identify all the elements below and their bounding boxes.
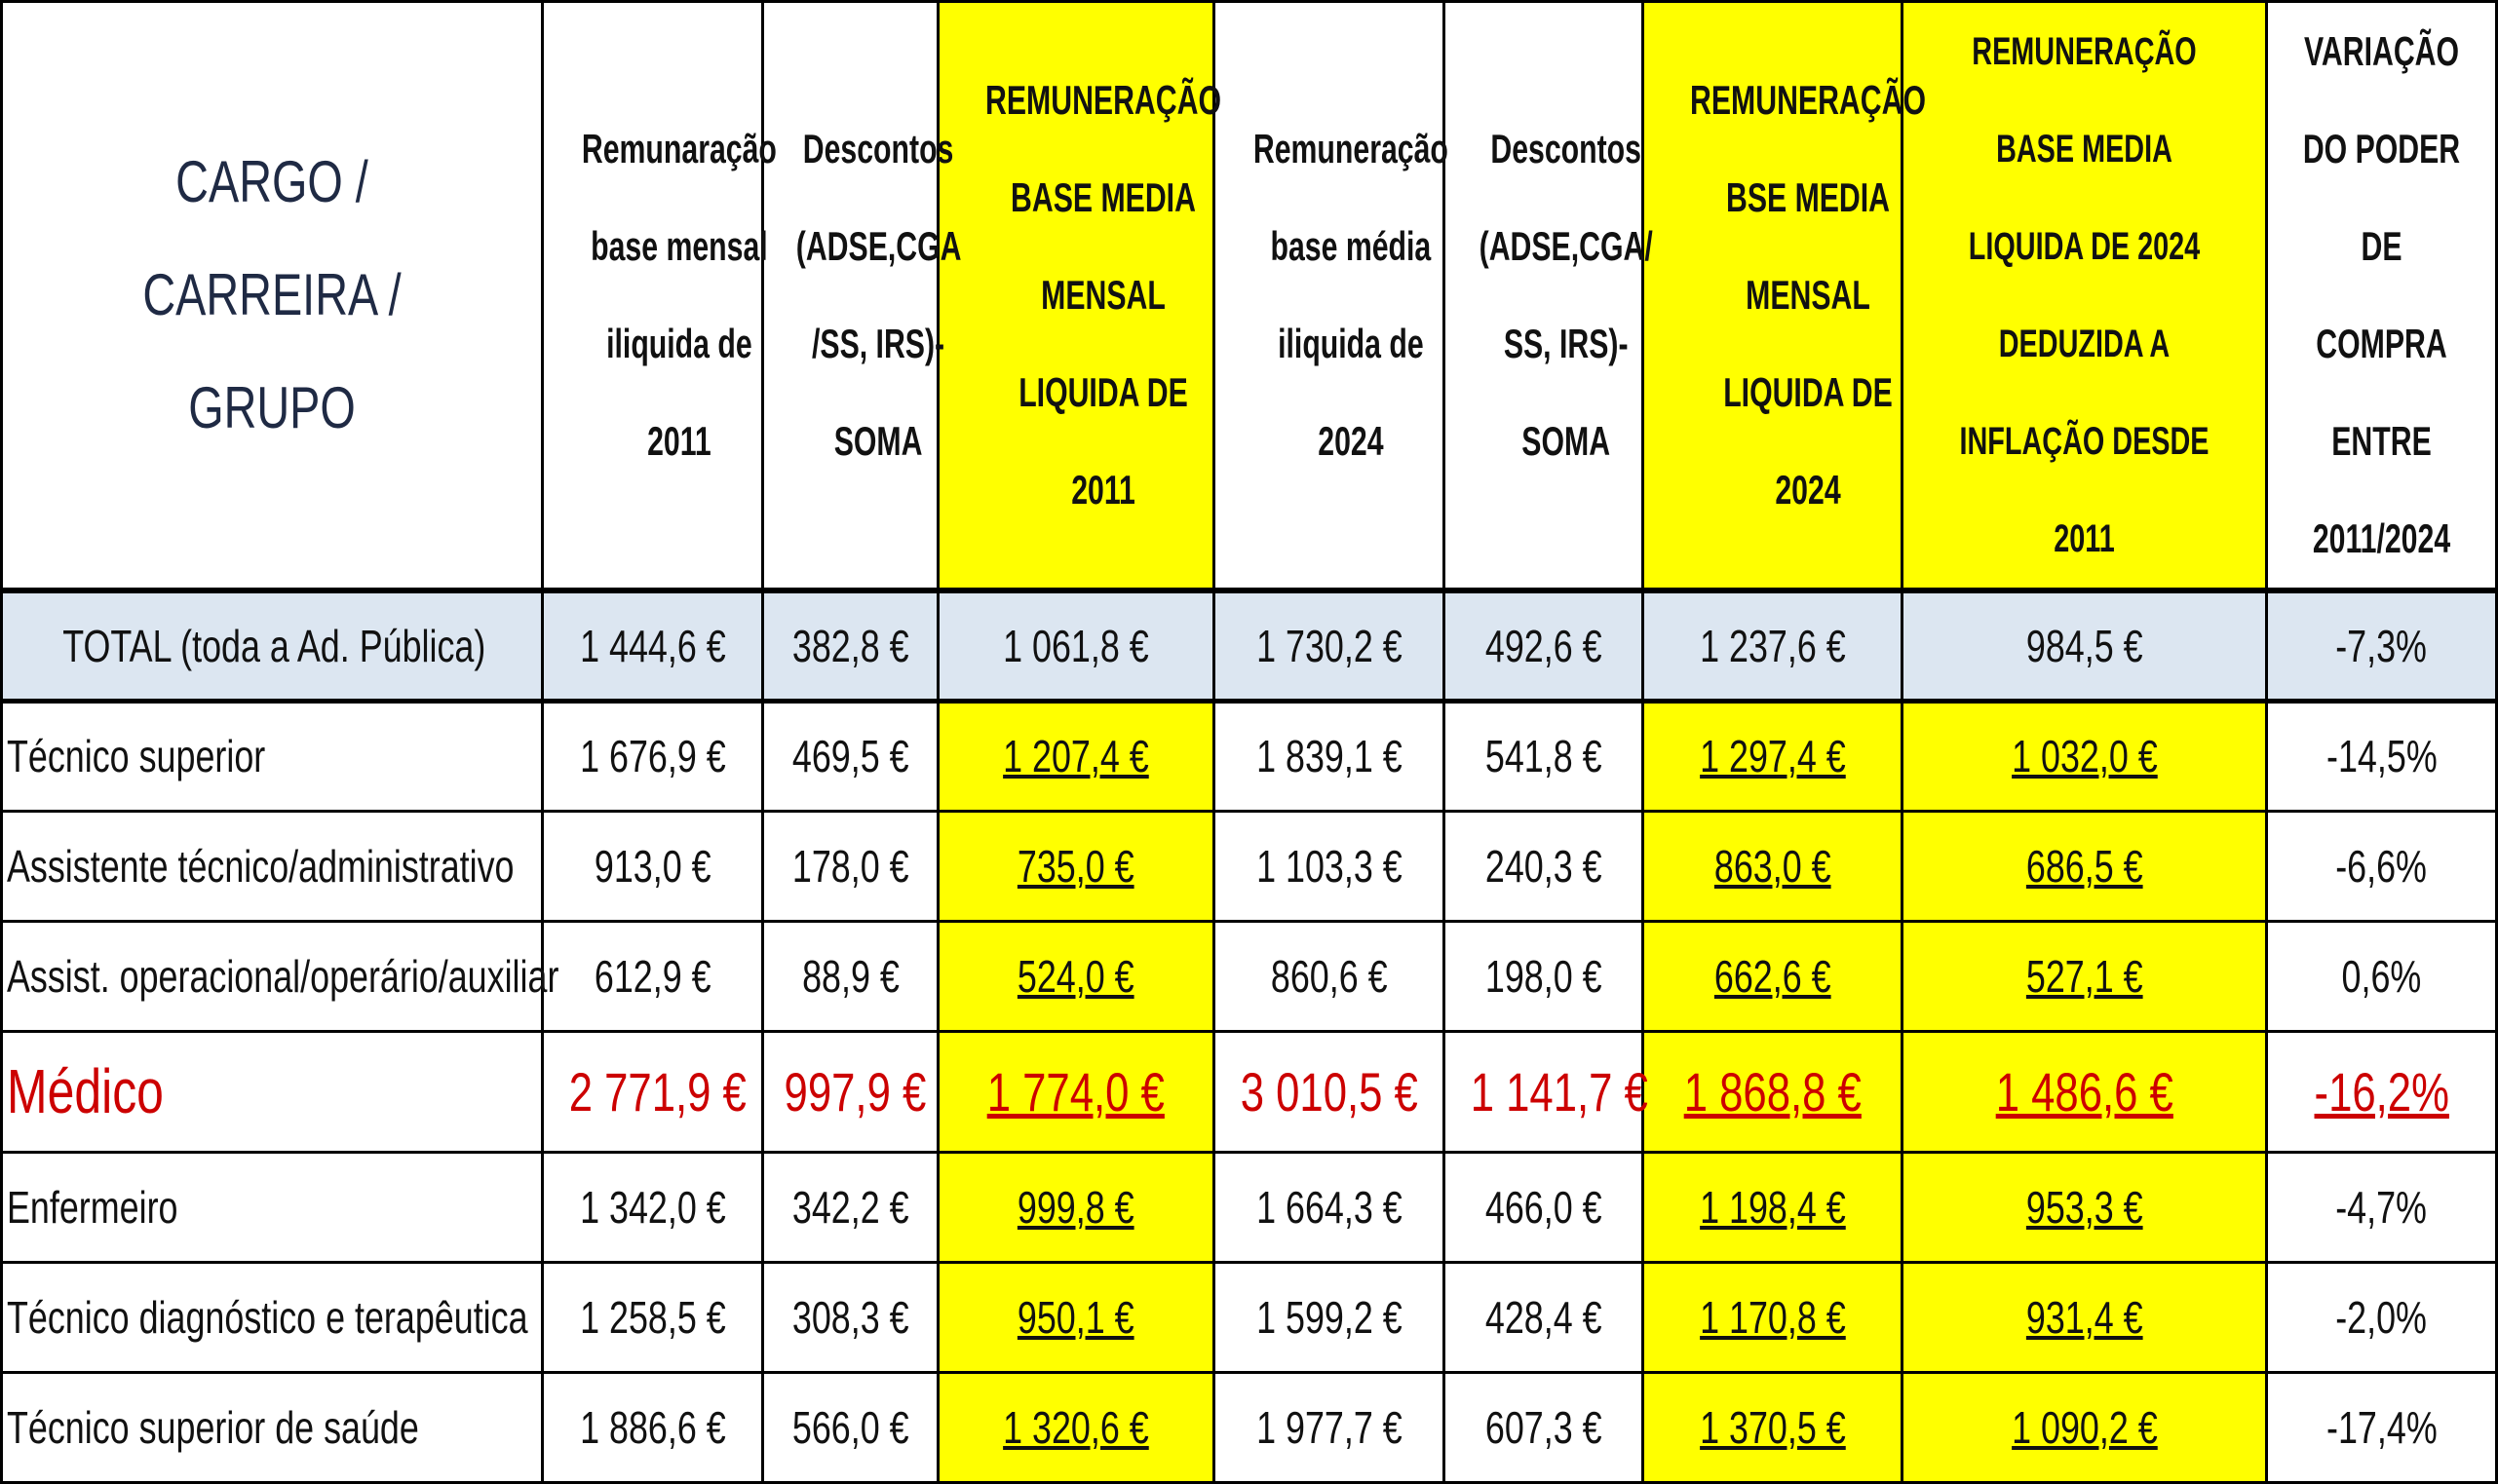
cell-rem-2011 bbox=[543, 811, 763, 921]
row-label-text: Assist. operacional/operário/auxiliar bbox=[7, 950, 559, 1002]
row-label bbox=[2, 590, 543, 701]
cell-variacao bbox=[2267, 1031, 2497, 1152]
cell-rem-2024 bbox=[1214, 1372, 1444, 1482]
header-desc-2011 bbox=[763, 2, 962, 591]
cell-rem-2011 bbox=[543, 1372, 763, 1482]
cell-variacao-value: -7,3% bbox=[2335, 620, 2428, 671]
header-desc-2011-text: Descontos (ADSE,CGA /SS, IRS)- SOMA bbox=[795, 126, 962, 464]
cell-rem-2011-value: 1 444,6 € bbox=[579, 620, 726, 671]
cell-liq-2024-inflation-value: 953,3 € bbox=[2025, 1181, 2143, 1233]
cell-desc-2024-value: 492,6 € bbox=[1484, 620, 1602, 671]
header-variacao bbox=[2267, 2, 2497, 591]
cell-desc-2024 bbox=[1444, 811, 1643, 921]
cell-variacao bbox=[2267, 921, 2497, 1031]
cell-desc-2011-value: 997,9 € bbox=[784, 1060, 927, 1123]
header-liq-2024-text: REMUNERAÇÃO BSE MEDIA MENSAL LIQUIDA DE 2024 bbox=[1690, 77, 1926, 513]
header-liq-2011 bbox=[939, 2, 1221, 591]
cell-liq-2011-value: 999,8 € bbox=[1018, 1181, 1134, 1233]
header-row bbox=[2, 2, 2497, 591]
cell-liq-2024-inflation bbox=[1902, 1031, 2267, 1152]
cell-variacao bbox=[2267, 701, 2497, 811]
header-rem-2024 bbox=[1214, 2, 1448, 591]
cell-variacao-value: -16,2% bbox=[2314, 1060, 2449, 1123]
cell-desc-2011 bbox=[763, 1031, 939, 1152]
cell-rem-2011 bbox=[543, 701, 763, 811]
cell-liq-2011 bbox=[939, 811, 1214, 921]
cell-desc-2024-value: 1 141,7 € bbox=[1470, 1060, 1648, 1123]
cell-rem-2024-value: 1 664,3 € bbox=[1255, 1181, 1403, 1233]
cell-rem-2024 bbox=[1214, 1152, 1444, 1262]
row-label-text: Técnico diagnóstico e terapêutica bbox=[7, 1291, 528, 1343]
cell-rem-2011-value: 2 771,9 € bbox=[568, 1060, 747, 1123]
header-rem-2011 bbox=[543, 2, 777, 591]
cell-variacao bbox=[2267, 1262, 2497, 1372]
cell-desc-2011 bbox=[763, 1372, 939, 1482]
cell-liq-2024-inflation-value: 984,5 € bbox=[2025, 620, 2143, 671]
cell-rem-2024-value: 1 839,1 € bbox=[1255, 731, 1403, 781]
cell-desc-2011-value: 566,0 € bbox=[791, 1401, 909, 1453]
header-cargo bbox=[2, 2, 543, 591]
cell-liq-2024 bbox=[1643, 1372, 1902, 1482]
cell-liq-2024-inflation bbox=[1902, 811, 2267, 921]
table-row bbox=[2, 1372, 2497, 1482]
cell-desc-2011 bbox=[763, 1152, 939, 1262]
cell-liq-2024-value: 1 297,4 € bbox=[1699, 731, 1846, 781]
cell-liq-2024 bbox=[1643, 921, 1902, 1031]
cell-liq-2011-value: 735,0 € bbox=[1018, 840, 1134, 892]
cell-variacao bbox=[2267, 811, 2497, 921]
cell-liq-2024-inflation-value: 1 486,6 € bbox=[1995, 1060, 2173, 1123]
cell-rem-2024 bbox=[1214, 590, 1444, 701]
cell-desc-2011-value: 382,8 € bbox=[791, 620, 909, 671]
row-label-text: Assistente técnico/administrativo bbox=[7, 840, 515, 892]
cell-liq-2024-inflation bbox=[1902, 1262, 2267, 1372]
cell-liq-2011-value: 1 207,4 € bbox=[1003, 731, 1149, 781]
cell-liq-2011-value: 950,1 € bbox=[1018, 1291, 1134, 1343]
cell-liq-2011 bbox=[939, 1152, 1214, 1262]
table-row-medico bbox=[2, 1031, 2497, 1152]
header-variacao-text: VARIAÇÃO DO PODER DE COMPRA ENTRE 2011/2024 bbox=[2302, 28, 2461, 561]
cell-variacao-value: -6,6% bbox=[2335, 840, 2428, 892]
cell-variacao bbox=[2267, 590, 2497, 701]
cell-desc-2024 bbox=[1444, 1152, 1643, 1262]
cell-desc-2024-value: 466,0 € bbox=[1484, 1181, 1602, 1233]
header-cargo-text: CARGO / CARREIRA / GRUPO bbox=[142, 149, 402, 440]
cell-liq-2024-inflation-value: 1 032,0 € bbox=[2011, 731, 2158, 781]
cell-rem-2011-value: 1 886,6 € bbox=[579, 1401, 726, 1453]
cell-liq-2024 bbox=[1643, 701, 1902, 811]
row-label-text: TOTAL (toda a Ad. Pública) bbox=[62, 620, 486, 671]
cell-liq-2024-inflation bbox=[1902, 701, 2267, 811]
header-liq-2024-inflation-text: REMUNERAÇÃO BASE MEDIA LIQUIDA DE 2024 DEDUZIDA A INFLAÇÃO DESDE 2011 bbox=[1959, 30, 2210, 560]
cell-rem-2024-value: 1 730,2 € bbox=[1255, 620, 1403, 671]
cell-liq-2024 bbox=[1643, 1262, 1902, 1372]
cell-liq-2024-value: 1 237,6 € bbox=[1699, 620, 1846, 671]
cell-desc-2011-value: 88,9 € bbox=[801, 950, 900, 1002]
table-row-total bbox=[2, 590, 2497, 701]
cell-liq-2024-value: 1 868,8 € bbox=[1683, 1060, 1862, 1123]
cell-desc-2011 bbox=[763, 590, 939, 701]
cell-liq-2024-value: 1 198,4 € bbox=[1699, 1181, 1846, 1233]
cell-variacao-value: -4,7% bbox=[2335, 1181, 2428, 1233]
cell-rem-2024 bbox=[1214, 811, 1444, 921]
cell-liq-2024-value: 1 170,8 € bbox=[1699, 1291, 1846, 1343]
cell-liq-2024-inflation-value: 1 090,2 € bbox=[2011, 1401, 2158, 1453]
cell-variacao-value: -14,5% bbox=[2325, 731, 2438, 781]
cell-liq-2024 bbox=[1643, 1152, 1902, 1262]
cell-desc-2024-value: 428,4 € bbox=[1484, 1291, 1602, 1343]
cell-desc-2024 bbox=[1444, 590, 1643, 701]
row-label-text: Médico bbox=[7, 1056, 164, 1126]
table-row bbox=[2, 921, 2497, 1031]
header-rem-2024-text: Remuneração base média iliquida de 2024 bbox=[1252, 126, 1448, 464]
header-rem-2011-text: Remunaração base mensal iliquida de 2011 bbox=[581, 126, 777, 464]
cell-rem-2024-value: 1 599,2 € bbox=[1255, 1291, 1403, 1343]
cell-rem-2024 bbox=[1214, 1031, 1444, 1152]
cell-desc-2024 bbox=[1444, 921, 1643, 1031]
row-label bbox=[2, 1262, 543, 1372]
cell-liq-2024 bbox=[1643, 1031, 1902, 1152]
cell-rem-2011-value: 612,9 € bbox=[594, 950, 711, 1002]
cell-desc-2024 bbox=[1444, 701, 1643, 811]
header-liq-2024 bbox=[1643, 2, 1926, 591]
cell-desc-2011-value: 178,0 € bbox=[791, 840, 909, 892]
table-row bbox=[2, 1262, 2497, 1372]
header-liq-2011-text: REMUNERAÇÃO BASE MEDIA MENSAL LIQUIDA DE 2011 bbox=[985, 77, 1221, 513]
header-desc-2024-text: Descontos (ADSE,CGA/ SS, IRS)- SOMA bbox=[1479, 126, 1653, 464]
cell-liq-2011-value: 524,0 € bbox=[1018, 950, 1134, 1002]
cell-liq-2011 bbox=[939, 921, 1214, 1031]
cell-desc-2024-value: 240,3 € bbox=[1484, 840, 1602, 892]
cell-liq-2024-inflation-value: 527,1 € bbox=[2025, 950, 2143, 1002]
cell-rem-2024-value: 860,6 € bbox=[1270, 950, 1388, 1002]
cell-desc-2024 bbox=[1444, 1262, 1643, 1372]
cell-liq-2024-value: 1 370,5 € bbox=[1699, 1401, 1846, 1453]
row-label bbox=[2, 701, 543, 811]
cell-liq-2024-inflation bbox=[1902, 1152, 2267, 1262]
cell-rem-2011-value: 1 676,9 € bbox=[579, 731, 726, 781]
cell-liq-2011 bbox=[939, 1031, 1214, 1152]
cell-rem-2024 bbox=[1214, 921, 1444, 1031]
cell-liq-2011-value: 1 061,8 € bbox=[1003, 620, 1149, 671]
row-label bbox=[2, 921, 559, 1031]
table-row bbox=[2, 811, 2497, 921]
cell-desc-2024-value: 198,0 € bbox=[1484, 950, 1602, 1002]
row-label-text: Enfermeiro bbox=[7, 1181, 178, 1233]
cell-liq-2011 bbox=[939, 701, 1214, 811]
cell-rem-2011-value: 1 258,5 € bbox=[579, 1291, 726, 1343]
cell-rem-2024-value: 3 010,5 € bbox=[1240, 1060, 1418, 1123]
cell-liq-2011-value: 1 774,0 € bbox=[986, 1060, 1166, 1123]
row-label bbox=[2, 1152, 543, 1262]
cell-rem-2024-value: 1 977,7 € bbox=[1255, 1401, 1403, 1453]
cell-variacao bbox=[2267, 1152, 2497, 1262]
cell-desc-2024-value: 607,3 € bbox=[1484, 1401, 1602, 1453]
cell-desc-2024-value: 541,8 € bbox=[1484, 731, 1602, 781]
cell-desc-2011 bbox=[763, 1262, 939, 1372]
row-label bbox=[2, 1031, 543, 1152]
cell-rem-2011-value: 913,0 € bbox=[594, 840, 711, 892]
cell-rem-2011 bbox=[543, 1152, 763, 1262]
cell-variacao-value: 0,6% bbox=[2341, 950, 2422, 1002]
cell-liq-2024-value: 662,6 € bbox=[1713, 950, 1831, 1002]
cell-liq-2011 bbox=[939, 590, 1214, 701]
table-row bbox=[2, 1152, 2497, 1262]
cell-variacao-value: -2,0% bbox=[2335, 1291, 2428, 1343]
cell-liq-2024-inflation bbox=[1902, 1372, 2267, 1482]
cell-desc-2011-value: 308,3 € bbox=[791, 1291, 909, 1343]
cell-liq-2024-inflation bbox=[1902, 590, 2267, 701]
cell-rem-2024-value: 1 103,3 € bbox=[1255, 840, 1403, 892]
cell-liq-2011 bbox=[939, 1372, 1214, 1482]
header-desc-2024 bbox=[1444, 2, 1653, 591]
cell-rem-2011 bbox=[543, 921, 763, 1031]
cell-liq-2024 bbox=[1643, 590, 1902, 701]
cell-variacao-value: -17,4% bbox=[2325, 1401, 2438, 1453]
cell-desc-2011-value: 469,5 € bbox=[791, 731, 909, 781]
cell-liq-2024-inflation-value: 686,5 € bbox=[2025, 840, 2143, 892]
cell-desc-2024 bbox=[1444, 1372, 1643, 1482]
cell-rem-2011 bbox=[543, 590, 763, 701]
cell-rem-2024 bbox=[1214, 1262, 1444, 1372]
row-label-text: Técnico superior bbox=[7, 731, 266, 781]
cell-liq-2024-inflation bbox=[1902, 921, 2267, 1031]
cell-liq-2024 bbox=[1643, 811, 1902, 921]
cell-liq-2011-value: 1 320,6 € bbox=[1003, 1401, 1149, 1453]
cell-desc-2011 bbox=[763, 921, 939, 1031]
row-label bbox=[2, 811, 543, 921]
cell-liq-2024-inflation-value: 931,4 € bbox=[2025, 1291, 2143, 1343]
cell-liq-2011 bbox=[939, 1262, 1214, 1372]
row-label bbox=[2, 1372, 543, 1482]
row-label-text: Técnico superior de saúde bbox=[7, 1401, 419, 1453]
cell-liq-2024-value: 863,0 € bbox=[1713, 840, 1831, 892]
cell-rem-2024 bbox=[1214, 701, 1444, 811]
cell-variacao bbox=[2267, 1372, 2497, 1482]
cell-rem-2011-value: 1 342,0 € bbox=[579, 1181, 726, 1233]
cell-desc-2024 bbox=[1444, 1031, 1648, 1152]
cell-desc-2011-value: 342,2 € bbox=[791, 1181, 909, 1233]
cell-rem-2011 bbox=[543, 1031, 763, 1152]
cell-desc-2011 bbox=[763, 701, 939, 811]
table-row bbox=[2, 701, 2497, 811]
cell-desc-2011 bbox=[763, 811, 939, 921]
header-liq-2024-inflation bbox=[1902, 2, 2267, 591]
cell-rem-2011 bbox=[543, 1262, 763, 1372]
